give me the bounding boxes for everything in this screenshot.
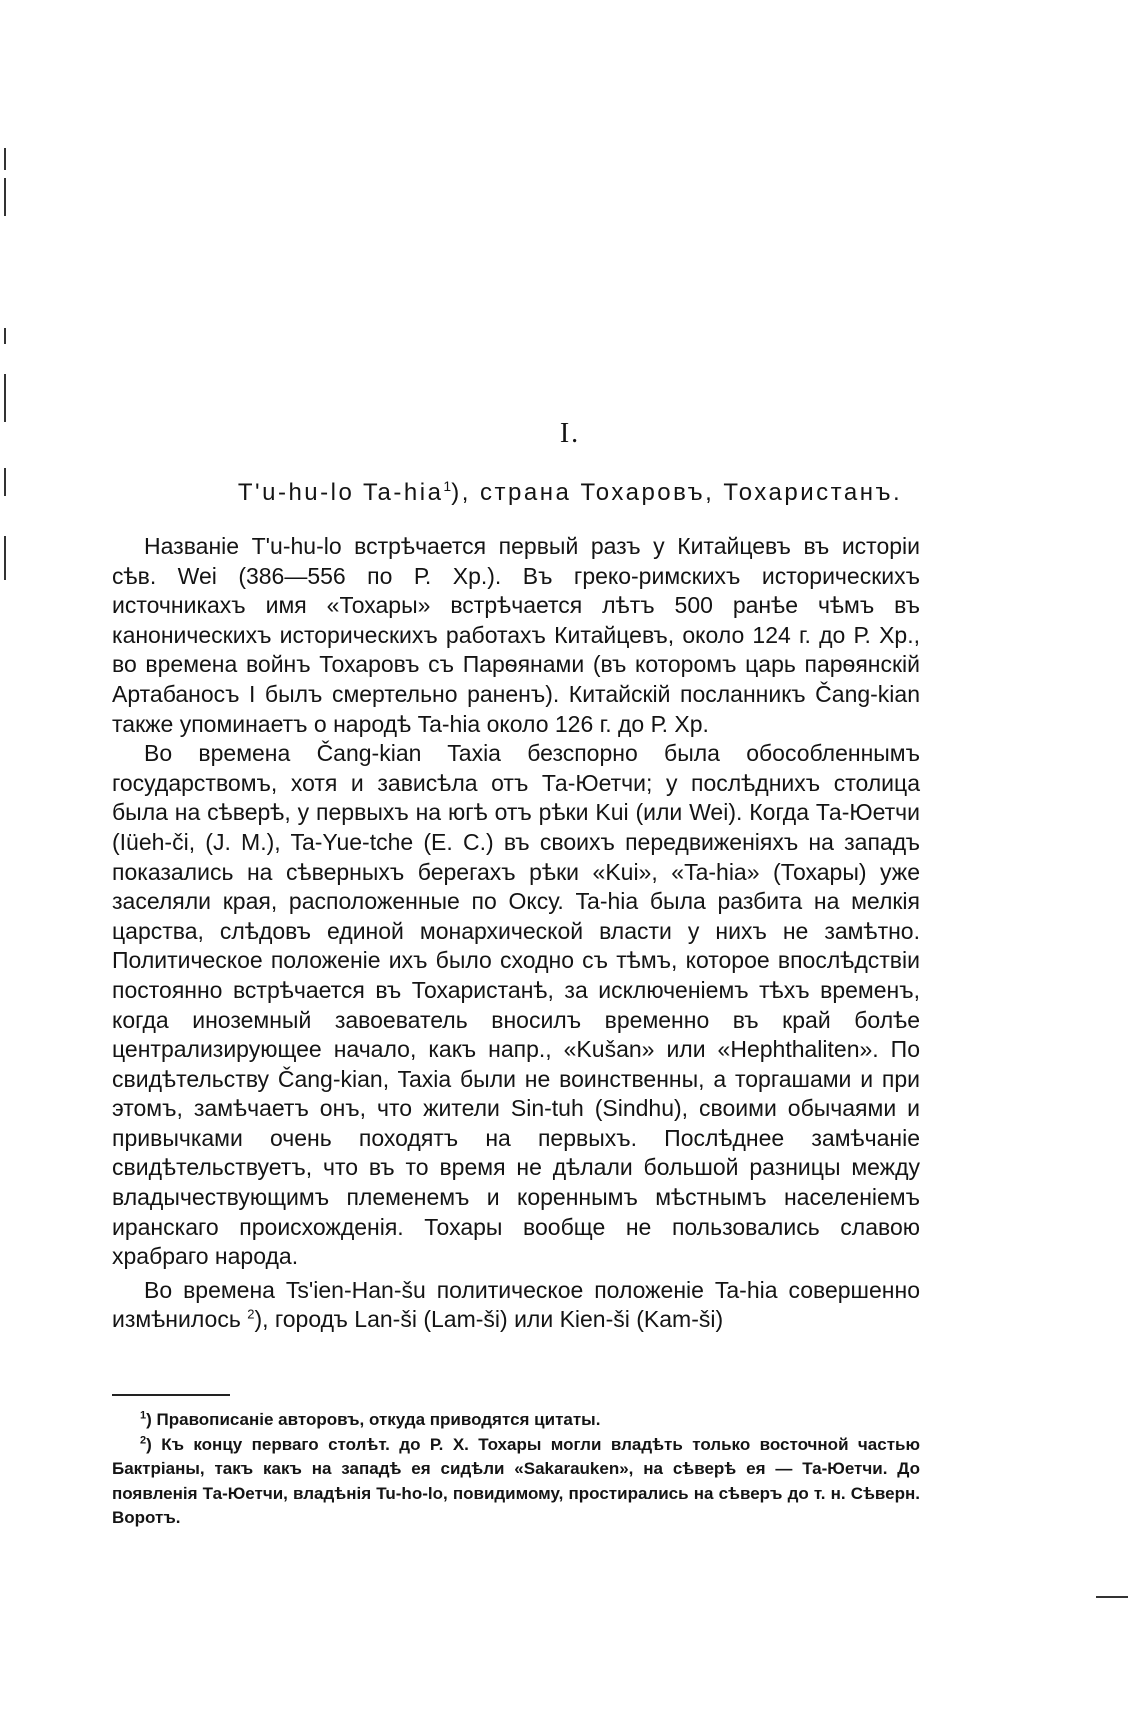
footnote-text: ) Къ концу перваго столѣт. до Р. Х. Тохары могли владѣть только восточной частью Бактріаны, такъ какъ на западѣ ея сидѣли «Sakarauken», на сѣверѣ ея — Та-Юетчи. До появленія Та-Юетчи, владѣнія Tu-ho-lo, повидимому, простирались на сѣверъ до т. н. Сѣверн. Воротъ. xyxy=(112,1434,920,1528)
scan-corner-mark xyxy=(1096,1596,1128,1598)
scan-edge-mark xyxy=(4,328,6,344)
scan-edge-mark xyxy=(4,468,6,496)
title-main: T'u-hu-lo Ta-hia xyxy=(237,479,444,506)
paragraph-text: Во времена Ts'ien-Han-šu политическое положеніе Ta-hia совершенно измѣнилось xyxy=(112,1276,920,1333)
footnote-reference: 1 xyxy=(443,478,452,494)
title-rest: ), страна Тохаровъ, Тохаристанъ. xyxy=(451,479,903,506)
chapter-title xyxy=(120,478,1020,507)
chapter-number: I. xyxy=(559,418,581,449)
footnote-text: ) Правописаніе авторовъ, откуда приводятся цитаты. xyxy=(146,1410,601,1429)
footnote-marker: 1 xyxy=(140,1409,147,1422)
scan-edge-mark xyxy=(4,374,6,422)
body-text xyxy=(112,532,920,1335)
scan-edge-mark xyxy=(4,178,6,216)
footnote-marker: 2 xyxy=(140,1433,147,1446)
paragraph xyxy=(112,1276,920,1335)
scan-edge-mark xyxy=(4,148,6,170)
paragraph: Во времена Čang-kian Taxia безспорно была обособленнымъ государствомъ, хотя и зависѣла отъ Та-Юетчи; у послѣднихъ столица была на сѣверѣ, у первыхъ на югѣ отъ рѣки Kui (или Wei). Когда Та-Юетчи (Iüeh-či, (J. M.), Ta-Yue-tche (E. C.) въ своихъ передвиженіяхъ на западъ показались на сѣверныхъ берегахъ рѣки «Kui», «Ta-hia» (Тохары) уже заселяли края, расположенные по Оксу. Ta-hia была разбита на мелкія царства, слѣдовъ единой монархической власти у нихъ не замѣтно. Политическое положеніе ихъ было сходно съ тѣмъ, которое впослѣдствіи постоянно встрѣчается въ Тохаристанѣ, за исключеніемъ тѣхъ временъ, когда иноземный завоеватель вносилъ временно въ край болѣе централизирующее начало, какъ напр., «Kušan» или «Hephthaliten». По свидѣтельству Čang-kian, Taxia были не воинственны, а торгашами и при этомъ, замѣчаетъ онъ, что жители Sin-tuh (Sindhu), своими обычаями и привычками очень походятъ на первыхъ. Послѣднее замѣчаніе свидѣтельствуетъ, что въ то время не дѣлали большой разницы между владычествующимъ племенемъ и кореннымъ мѣстнымъ населеніемъ иранскаго происхожденія. Тохары вообще не пользовались славою храбраго народа. xyxy=(112,740,920,1270)
footnote xyxy=(112,1433,920,1531)
footnote-reference: 2 xyxy=(247,1306,255,1322)
scan-edge-mark xyxy=(4,536,6,580)
footnote-divider xyxy=(112,1394,230,1396)
footnotes xyxy=(112,1408,920,1531)
footnote xyxy=(112,1408,920,1433)
paragraph: Названіе T'u-hu-lo встрѣчается первый разъ у Китайцевъ въ исторіи сѣв. Wei (386—556 по Р. Хр.). Въ греко-римскихъ историческихъ источникахъ имя «Тохары» встрѣчается лѣтъ 500 ранѣе чѣмъ въ каноническихъ историческихъ работахъ Китайцевъ, около 124 г. до Р. Хр., во времена войнъ Тохаровъ съ Парѳянами (въ которомъ царь парѳянскій Артабаносъ I былъ смертельно раненъ). Китайскій посланникъ Čang-kian также упоминаетъ о народѣ Ta-hia около 126 г. до Р. Хр. xyxy=(112,533,920,737)
paragraph-text: ), городъ Lan-ši (Lam-ši) или Kien-ši (Kam-ši) xyxy=(254,1306,724,1333)
